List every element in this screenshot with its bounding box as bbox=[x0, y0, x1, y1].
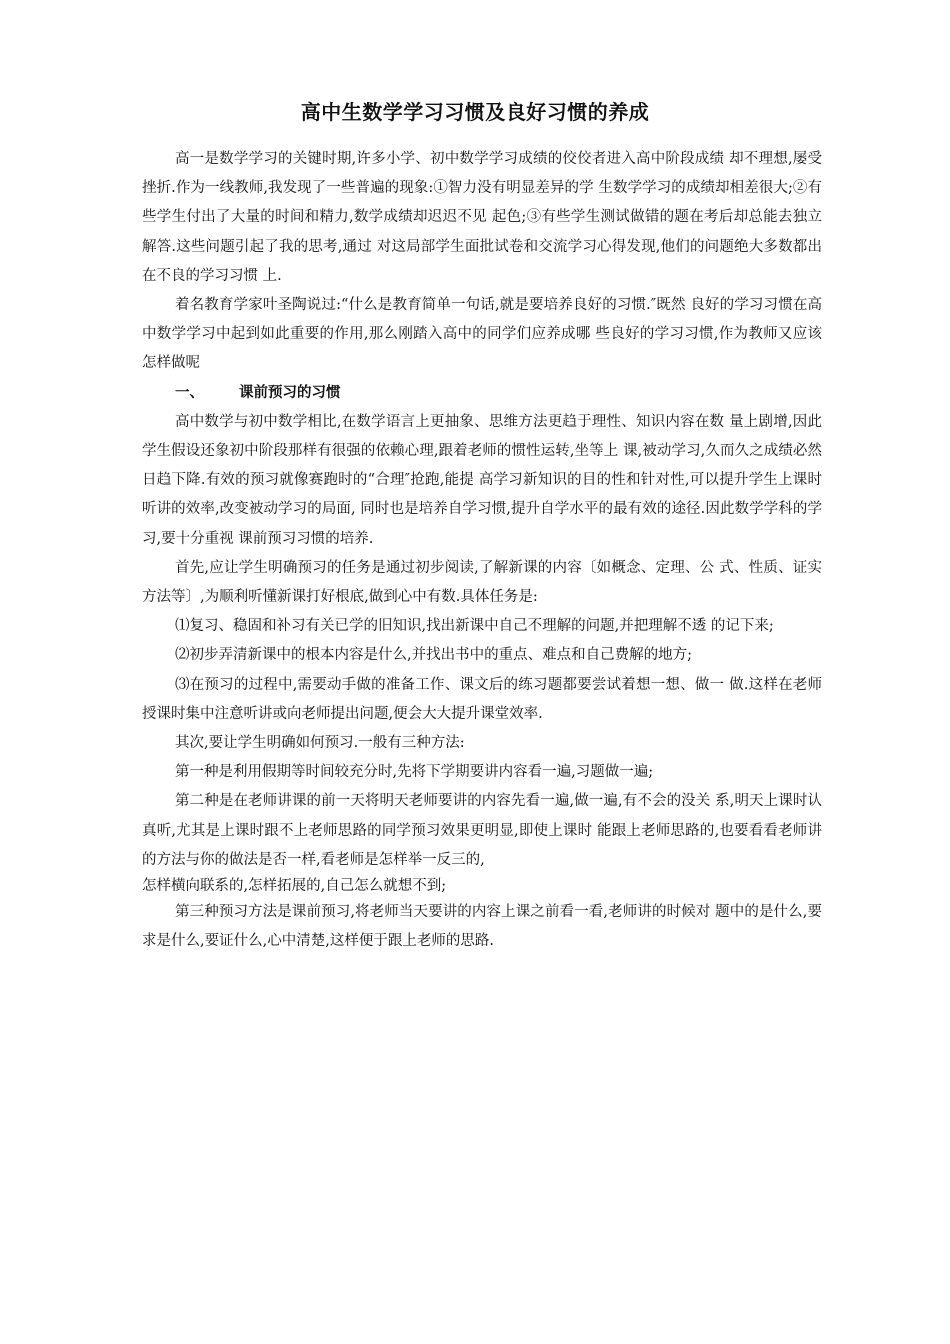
paragraph-quote: 着名教育学家叶圣陶说过:“什么是教育简单一句话,就是要培养良好的习惯.″既然 良好的学习习惯在高中数学学习中起到如此重要的作用,那么刚踏入高中的同学们应养成哪 些良好的学习习惯,作为教师又应该怎样做呢 bbox=[142, 297, 822, 372]
list-item-2: ⑵初步弄清新课中的根本内容是什么,并找出书中的重点、难点和自己费解的地方; bbox=[175, 647, 692, 664]
method-2-continued: 怎样横向联系的,怎样拓展的,自己怎么就想不到; bbox=[142, 878, 447, 895]
method-2: 第二种是在老师讲课的前一天将明天老师要讲的内容先看一遍,做一遍,有不会的没关 系,明天上课时认真听,尤其是上课时跟不上老师思路的同学预习效果更明显,即使上课时 能跟上老师思路的,也要看看老师讲的方法与你的做法是否一样,看老师是怎样举一反三的, bbox=[142, 793, 822, 868]
paragraph-intro: 高一是数学学习的关键时期,许多小学、初中数学学习成绩的佼佼者进入高中阶段成绩 却不理想,屡受挫折.作为一线教师,我发现了一些普遍的现象:①智力没有明显差异的学 生数学学习的成绩却相差很大;②有些学生付出了大量的时间和精力,数学成绩却迟迟不见 起色;③有些学生测试做错的题在考后却总能去独立解答.这些问题引起了我的思考,通过 对这局部学生面批试卷和交流学习心得发现,他们的问题绝大多数都出在不良的学习习惯 上. bbox=[142, 151, 822, 284]
section-number: 一、 bbox=[175, 384, 204, 401]
section-heading bbox=[142, 379, 822, 408]
list-item-1: ⑴复习、稳固和补习有关已学的旧知识,找出新课中自己不理解的问题,并把理解不透 的记下来; bbox=[175, 618, 774, 635]
list-item-3: ⑶在预习的过程中,需要动手做的准备工作、课文后的练习题都要尝试着想一想、做一 做.这样在老师授课时集中注意听讲或向老师提出问题,便会大大提升课堂效率. bbox=[142, 676, 822, 722]
paragraph-first: 首先,应让学生明确预习的任务是通过初步阅读,了解新课的内容〔如概念、定理、公 式、性质、证实方法等〕,为顺利听懂新课打好根底,做到心中有数.具体任务是: bbox=[142, 559, 822, 606]
section-title: 课前预习的习惯 bbox=[239, 384, 341, 401]
paragraph-comparison: 高中数学与初中数学相比,在数学语言上更抽象、思维方法更趋于理性、知识内容在数 量上剧增,因此学生假设还象初中阶段那样有很强的依赖心理,跟着老师的惯性运转,坐等上 课,被动学习,久而久之成绩必然日趋下降.有效的预习就像赛跑时的“合理″抢跑,能提 高学习新知识的目的性和针对性,可以提升学生上课时听讲的效率,改变被动学习的局面, 同时也是培养自学习惯,提升自学水平的最有效的途径.因此数学学科的学习,要十分重视 课前预习习惯的培养. bbox=[142, 413, 822, 547]
method-3: 第三种预习方法是课前预习,将老师当天要讲的内容上课之前看一看,老师讲的时候对 题中的是什么,要求是什么,要证什么,心中清楚,这样便于跟上老师的思路. bbox=[142, 904, 822, 950]
method-1: 第一种是利用假期等时间较充分时,先将下学期要讲内容看一遍,习题做一遍; bbox=[175, 764, 654, 781]
document-body bbox=[142, 145, 822, 956]
paragraph-second: 其次,要让学生明确如何预习.一般有三种方法: bbox=[175, 735, 465, 752]
document-title: 高中生数学学习习惯及良好习惯的养成 bbox=[300, 100, 650, 124]
